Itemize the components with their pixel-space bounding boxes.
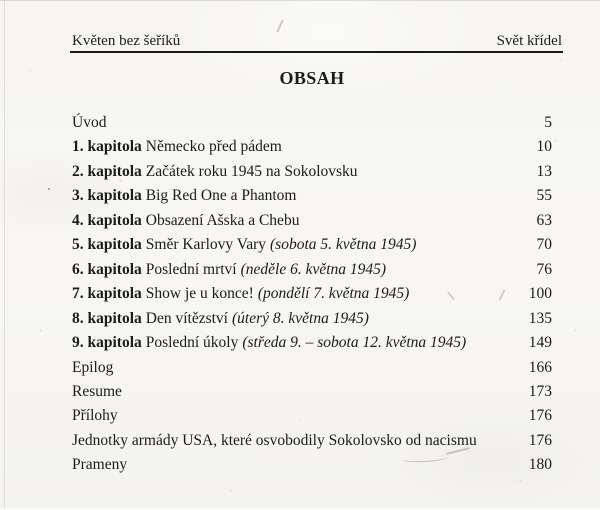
toc-entry-page: 180 [528,456,552,474]
toc-entry-page: 5 [544,114,552,131]
toc-entry-label [72,429,517,453]
toc-list [72,111,552,478]
toc-entry-label [72,184,525,208]
toc-entry-title: Začátek roku 1945 na Sokolovsku [145,162,358,180]
toc-entry-date: (pondělí 7. května 1945) [257,285,410,303]
toc-entry-page: 135 [528,309,552,327]
toc-entry-chapter: 6. kapitola [72,260,142,278]
toc-entry-label [72,453,517,477]
scan-noise-speckles [0,0,1,1]
toc-entry-page: 176 [528,407,552,425]
toc-entry-title: Přílohy [72,407,118,425]
toc-entry-title: Resume [72,382,122,400]
toc-entry-chapter: 1. kapitola [72,138,142,156]
running-title-right: Svět křídel [496,33,562,49]
toc-entry-chapter: 9. kapitola [72,334,142,352]
toc-entry-date: (středa 9. – sobota 12. května 1945) [242,334,467,352]
toc-entry [72,111,552,135]
pen-mark-slash-top [276,19,284,33]
toc-entry-date: (sobota 5. května 1945) [270,236,417,254]
toc-entry-label [72,356,517,380]
toc-entry-label [72,258,525,282]
toc-entry-label [72,404,517,428]
toc-entry [72,233,552,257]
toc-entry-title: Poslední mrtví [145,260,237,278]
toc-entry [72,453,552,477]
toc-entry-page: 149 [528,334,552,352]
toc-entry-label [72,331,517,355]
toc-entry-label [72,160,525,184]
toc-entry [72,404,552,428]
toc-entry [72,258,552,282]
toc-entry-title: Poslední úkoly [145,334,239,352]
toc-entry-page: 63 [536,211,552,229]
toc-entry-chapter: 3. kapitola [72,187,142,205]
toc-entry-title: Big Red One a Phantom [145,187,297,205]
toc-entry-title: Den vítězství [145,309,228,327]
toc-entry-title: Epilog [72,358,114,376]
toc-entry-page: 70 [536,236,552,254]
toc-entry-title: Úvod [72,114,107,131]
toc-entry-page: 76 [536,260,552,278]
page-title: OBSAH [279,68,345,88]
toc-entry [72,160,552,184]
ink-dot-artifact [48,188,50,190]
toc-entry [72,429,552,453]
toc-entry-title: Německo před pádem [145,138,282,156]
toc-entry-page: 100 [528,285,552,303]
running-title-left: Květen bez šeříků [72,33,181,49]
toc-entry-chapter: 7. kapitola [72,285,142,303]
toc-entry-date: (neděle 6. května 1945) [240,260,387,278]
toc-entry-page: 173 [528,382,552,400]
toc-entry-label [72,307,517,331]
toc-entry [72,331,552,355]
toc-entry-chapter: 8. kapitola [72,309,142,327]
toc-entry-page: 176 [528,431,552,449]
toc-entry-chapter: 5. kapitola [72,236,142,254]
toc-entry [72,184,552,208]
toc-entry [72,380,552,404]
toc-entry-label [72,380,517,404]
toc-entry-label [72,135,525,159]
toc-entry-title: Show je u konce! [145,285,254,303]
toc-entry-title: Jednotky armády USA, které osvobodily Sokolovsko od nacismu [72,431,477,449]
toc-entry-label [72,209,525,233]
scan-edge-left [4,0,5,510]
toc-entry [72,282,552,306]
toc-entry [72,135,552,159]
toc-entry [72,307,552,331]
toc-entry-page: 55 [536,187,552,205]
toc-entry-title: Směr Karlovy Vary [145,236,267,254]
toc-entry-chapter: 2. kapitola [72,162,142,180]
toc-entry-date: (úterý 8. května 1945) [231,309,369,327]
toc-entry-label [72,111,532,135]
toc-entry-page: 166 [528,358,552,376]
toc-entry-title: Obsazení Ašska a Chebu [145,211,300,229]
toc-entry-label [72,233,525,257]
toc-entry-page: 13 [536,162,552,180]
running-header [72,34,562,49]
scan-edge-top [0,0,600,1]
toc-entry [72,209,552,233]
toc-entry-chapter: 4. kapitola [72,211,142,229]
toc-entry-page: 10 [536,138,552,156]
toc-entry-title: Prameny [72,456,128,474]
toc-entry [72,356,552,380]
header-rule [70,51,563,53]
